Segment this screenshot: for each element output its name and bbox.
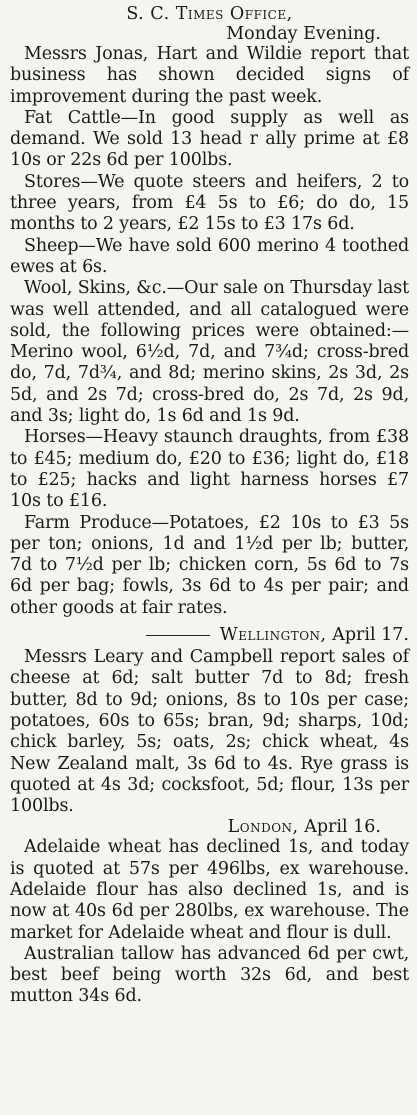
section-london bbox=[10, 837, 409, 1007]
dateline-place: London, bbox=[227, 817, 299, 838]
intro-paragraph: Messrs Jonas, Hart and Wildie report that business has shown decided signs of improvement during the past week. bbox=[10, 44, 409, 107]
section-divider bbox=[146, 635, 210, 636]
dateline-date: April 17. bbox=[332, 625, 409, 646]
office-name: S. C. Times Office, bbox=[126, 4, 293, 24]
stores-paragraph: Stores—We quote steers and heifers, 2 to three years, from £4 5s to £6; do do, 15 months to 2 years, £2 15s to £3 17s 6d. bbox=[10, 171, 409, 235]
horses-paragraph: Horses—Heavy staunch draughts, from £38 to £45; medium do, £20 to £36; light do, £18 to £25; hacks and light harness horses £7 10s to £16. bbox=[10, 427, 409, 512]
tallow-paragraph: Australian tallow has advanced 6d per cwt, best beef being worth 32s 6d, and best mutton 34s 6d. bbox=[10, 943, 409, 1007]
farm-produce-paragraph: Farm Produce—Potatoes, £2 10s to £3 5s per ton; onions, 1d and 1½d per lb; butter, 7d to 7½d per lb; chicken corn, 5s 6d to 7s 6d per bag; fowls, 3s 6d to 4s per pair; and other goods at fair rates. bbox=[10, 512, 409, 618]
wool-skins-paragraph: Wool, Skins, &c.—Our sale on Thursday last was well attended, and all catalogued were sold, the following prices were obtained:—Merino wool, 6½d, 7d, and 7¾d; cross-bred do, 7d, 7d¾, and 8d; merino skins, 2s 3d, 2s 5d, and 2s 7d; cross-bred do, 2s 7d, 2s 9d, and 3s; light do, 1s 6d and 1s 9d. bbox=[10, 278, 409, 427]
office-heading bbox=[10, 4, 409, 24]
dateline-date: April 16. bbox=[304, 817, 381, 838]
sheep-paragraph: Sheep—We have sold 600 merino 4 toothed ewes at 6s. bbox=[10, 235, 409, 277]
section-local-market bbox=[10, 4, 409, 619]
wellington-dateline bbox=[10, 625, 409, 645]
report-time: Monday Evening. bbox=[226, 24, 381, 44]
dateline-place: Wellington, bbox=[219, 625, 327, 646]
wellington-report-paragraph: Messrs Leary and Campbell report sales of cheese at 6d; salt butter 7d to 8d; fresh butter, 8d to 9d; onions, 8s to 10s per case; potatoes, 60s to 65s; bran, 9d; sharps, 10d; chick barley, 5s; oats, 2s; chick wheat, 4s New Zealand malt, 3s 6d to 4s. Rye grass is quoted at 4s 3d; cocksfoot, 5d; flour, 13s per 100lbs. bbox=[10, 647, 409, 817]
adelaide-wheat-paragraph: Adelaide wheat has declined 1s, and today is quoted at 57s per 496lbs, ex warehouse. Adelaide flour has also declined 1s, and is now at 40s 6d per 280lbs, ex warehouse. The market for Adelaide wheat and flour is dull. bbox=[10, 837, 409, 943]
fat-cattle-paragraph: Fat Cattle—In good supply as well as demand. We sold 13 head r ally prime at £8 10s or 22s 6d per 100lbs. bbox=[10, 107, 409, 171]
section-wellington bbox=[10, 647, 409, 817]
london-dateline bbox=[10, 817, 409, 837]
